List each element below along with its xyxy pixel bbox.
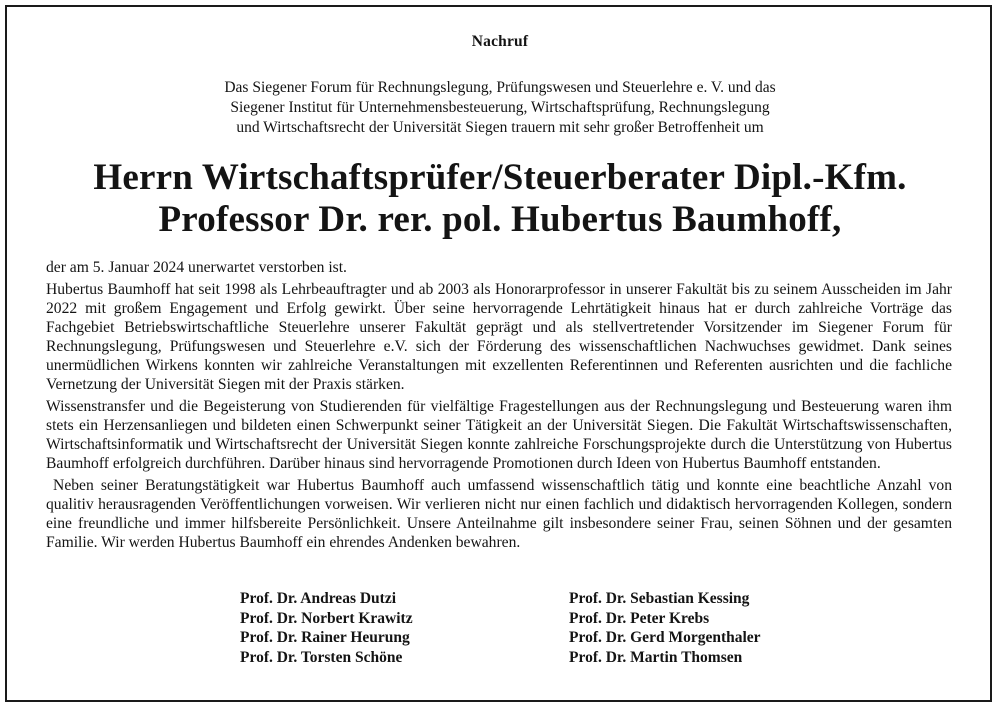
intro-line: Siegener Institut für Unternehmensbesteuerung, Wirtschaftsprüfung, Rechnungslegung xyxy=(230,99,770,116)
intro-line: und Wirtschaftsrecht der Universität Siegen trauern mit sehr großer Betroffenheit um xyxy=(236,119,764,136)
signatory-name: Prof. Dr. Norbert Krawitz xyxy=(240,609,413,627)
signatory-name: Prof. Dr. Andreas Dutzi xyxy=(240,590,397,607)
body-paragraph: der am 5. Januar 2024 unerwartet verstorben ist. xyxy=(46,259,347,276)
name-line: Professor Dr. rer. pol. Hubertus Baumhoff, xyxy=(158,199,842,240)
body-paragraph: Neben seiner Beratungstätigkeit war Hubertus Baumhoff auch umfassend wissenschaftlich tätig und konnte eine beachtliche Anzahl von qualitiv herausragenden Veröffentlichungen vorweisen. Wir verlieren nicht nur einen fachlich und didaktisch hervorragenden Kollegen, sondern eine freundliche und immer hilfsbereite Persönlichkeit. Unsere Anteilnahme gilt insbesondere seiner Frau, seinen Söhnen und der gesamten Familie. Wir werden Hubertus Baumhoff ein ehrendes Andenken bewahren. xyxy=(46,477,952,551)
body-paragraph: Hubertus Baumhoff hat seit 1998 als Lehrbeauftragter und ab 2003 als Honorarprofessor in unserer Fakultät bis zu seinem Ausscheiden im Jahr 2022 mit großem Engagement und Erfolg gewirkt. Über seine hervorragende Lehrtätigkeit hinaus hat er durch zahlreiche Vorträge das Fachgebiet Betriebswirtschaftliche Steuerlehre unserer Fakultät geprägt und als stellvertretender Vorsitzender im Siegener Forum für Rechnungslegung, Prüfungswesen und Steuerlehre e.V. sich der Förderung des wissenschaftlichen Nachwuchses gewidmet. Dank seines unermüdlichen Wirkens konnten wir zahlreiche Veranstaltungen mit exzellenten Referentinnen und Referenten ausrichten und die fachliche Vernetzung der Universität Siegen mit der Praxis stärken. xyxy=(46,281,952,393)
body-paragraph: Wissenstransfer und die Begeisterung von Studierenden für vielfältige Fragestellungen aus der Rechnungslegung und Besteuerung waren ihm stets ein Herzensanliegen und bildeten einen Schwerpunkt seiner Tätigkeit an der Universität Siegen. Die Fakultät Wirtschaftswissenschaften, Wirtschaftsinformatik und Wirtschaftsrecht der Universität Siegen konnte zahlreiche Forschungsprojekte durch die Unterstützung von Hubertus Baumhoff erfolgreich durchführen. Darüber hinaus sind hervorragende Promotionen durch Ideen von Hubertus Baumhoff entstanden. xyxy=(46,398,952,472)
signatory-name: Prof. Dr. Gerd Morgenthaler xyxy=(569,629,761,646)
signatory-name: Prof. Dr. Torsten Schöne xyxy=(240,648,403,666)
notice-heading: Nachruf xyxy=(471,33,529,50)
signatory-name: Prof. Dr. Sebastian Kessing xyxy=(569,590,750,607)
deceased-name xyxy=(0,157,1000,241)
signatories-left xyxy=(240,589,413,667)
obituary-body xyxy=(46,258,952,555)
intro-line: Das Siegener Forum für Rechnungslegung, Prüfungswesen und Steuerlehre e. V. und das xyxy=(224,79,776,96)
signatory-name: Prof. Dr. Peter Krebs xyxy=(569,609,710,627)
name-line: Herrn Wirtschaftsprüfer/Steuerberater Dipl.-Kfm. xyxy=(93,157,907,198)
signatories-right xyxy=(569,589,761,667)
intro-text xyxy=(100,78,900,138)
signatory-name: Prof. Dr. Martin Thomsen xyxy=(569,648,743,666)
signatory-name: Prof. Dr. Rainer Heurung xyxy=(240,629,410,646)
